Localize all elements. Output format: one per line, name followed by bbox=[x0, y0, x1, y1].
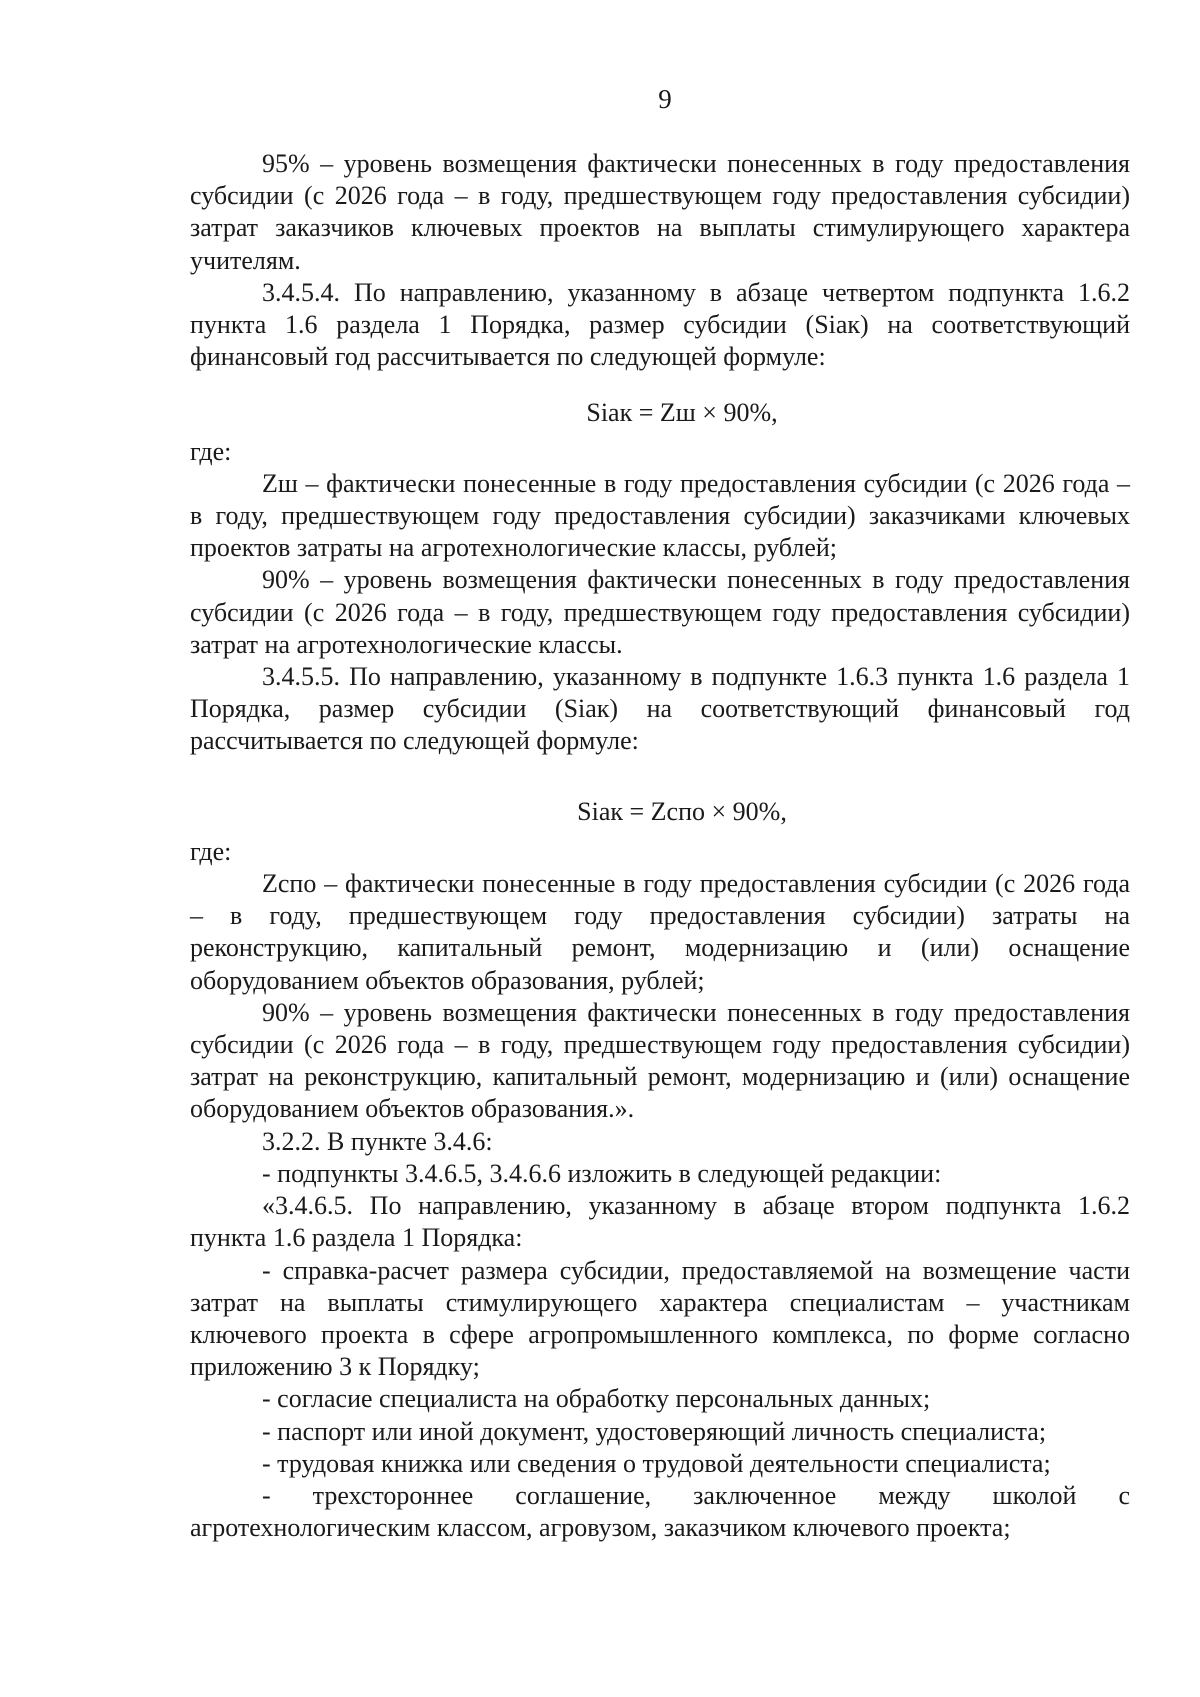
paragraph-3-4-5-5: 3.4.5.5. По направлению, указанному в подпункте 1.6.3 пункта 1.6 раздела 1 Порядка, размер субсидии (Siак) на соответствующий финансовый год рассчитывается по следующей формуле: bbox=[190, 662, 1130, 756]
paragraph-90-percent-agro-classes: 90% – уровень возмещения фактически понесенных в году предоставления субсидии (с 2026 года – в году, предшествующем году предоставления субсидии) затрат на агротехнологические классы. bbox=[190, 565, 1130, 659]
list-item-calculation-certificate: - справка-расчет размера субсидии, предоставляемой на возмещение части затрат на выплаты стимулирующего характера специалистам – участникам ключевого проекта в сфере агропромышленного комплекса, по форме согласно приложению 3 к Порядку; bbox=[190, 1255, 1130, 1382]
paragraph-3-4-5-4: 3.4.5.4. По направлению, указанному в абзаце четвертом подпункта 1.6.2 пункта 1.6 раздела 1 Порядка, размер субсидии (Siак) на соответствующий финансовый год рассчитывается по следующей формуле: bbox=[190, 277, 1130, 372]
list-item-personal-data-consent: - согласие специалиста на обработку персональных данных; bbox=[262, 1384, 931, 1414]
document-body bbox=[190, 148, 1130, 1544]
formula-siak-zsh bbox=[190, 397, 1130, 429]
formula-siak-zspo bbox=[190, 796, 1130, 828]
paragraph-3-4-6-5: «3.4.6.5. По направлению, указанному в абзаце втором подпункта 1.6.2 пункта 1.6 раздела 1 Порядка: bbox=[190, 1191, 1130, 1253]
formula-text: Siак = Zспо × 90%, bbox=[577, 796, 787, 826]
where-label: где: bbox=[190, 836, 232, 866]
paragraph-subitems-edit: - подпункты 3.4.6.5, 3.4.6.6 изложить в следующей редакции: bbox=[262, 1158, 942, 1188]
formula-text: Siак = Zш × 90%, bbox=[586, 398, 778, 428]
list-item-employment-record: - трудовая книжка или сведения о трудовой деятельности специалиста; bbox=[262, 1448, 1051, 1478]
where-label: где: bbox=[190, 436, 232, 466]
definition-zsh: Zш – фактически понесенные в году предоставления субсидии (с 2026 года – в году, предшествующем году предоставления субсидии) заказчиками ключевых проектов затраты на агротехнологические классы, рублей; bbox=[190, 468, 1130, 563]
definition-zspo: Zспо – фактически понесенные в году предоставления субсидии (с 2026 года – в году, предшествующем году предоставления субсидии) затраты на реконструкцию, капитальный ремонт, модернизацию и (или) оснащение оборудованием объектов образования, рублей; bbox=[190, 869, 1130, 995]
paragraph-95-percent-teachers: 95% – уровень возмещения фактически понесенных в году предоставления субсидии (с 2026 года – в году, предшествующем году предоставления субсидии) затрат заказчиков ключевых проектов на выплаты стимулирующего характера учителям. bbox=[190, 149, 1130, 275]
page-number: 9 bbox=[658, 84, 672, 114]
paragraph-90-percent-reconstruction: 90% – уровень возмещения фактически понесенных в году предоставления субсидии (с 2026 года – в году, предшествующем году предоставления субсидии) затрат на реконструкцию, капитальный ремонт, модернизацию и (или) оснащение оборудованием объектов образования.». bbox=[190, 997, 1130, 1124]
list-item-tripartite-agreement: - трехстороннее соглашение, заключенное между школой с агротехнологическим классом, агровузом, заказчиком ключевого проекта; bbox=[190, 1480, 1130, 1543]
list-item-passport: - паспорт или иной документ, удостоверяющий личность специалиста; bbox=[262, 1416, 1047, 1446]
paragraph-3-2-2: 3.2.2. В пункте 3.4.6: bbox=[262, 1126, 493, 1156]
